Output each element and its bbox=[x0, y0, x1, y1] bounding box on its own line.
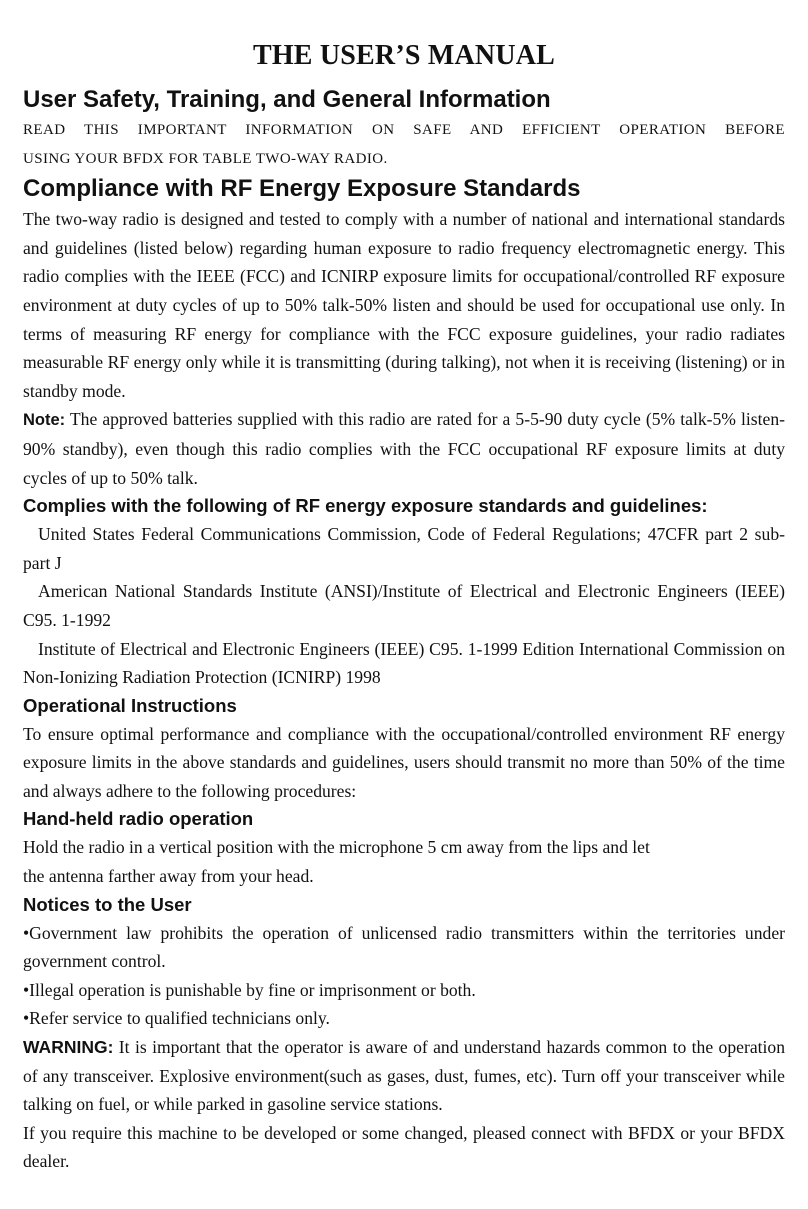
compliance-body: The two-way radio is designed and tested to comply with a number of national and international standards and guidelines (listed below) regarding human exposure to radio frequency electromagnetic energy. This radio complies with the IEEE (FCC) and ICNIRP exposure limits for occupational/controlled RF exposure environment at duty cycles of up to 50% talk-50% listen and should be used for occupational use only. In terms of measuring RF energy for compliance with the FCC exposure guidelines, your radio radiates measurable RF energy only while it is transmitting (during talking), not when it is receiving (listening) or in standby mode. bbox=[23, 209, 785, 401]
safety-heading: User Safety, Training, and General Information bbox=[23, 86, 551, 113]
safety-intro-line1: READ THIS IMPORTANT INFORMATION ON SAFE AND EFFICIENT OPERATION BEFORE bbox=[23, 122, 785, 138]
standard-item-fcc: United States Federal Communications Commission, Code of Federal Regulations; 47CFR part 2 sub-part J bbox=[23, 524, 785, 573]
notices-heading: Notices to the User bbox=[23, 893, 192, 915]
safety-intro-line2: USING YOUR BFDX FOR TABLE TWO-WAY RADIO. bbox=[23, 150, 388, 167]
operational-heading: Operational Instructions bbox=[23, 694, 237, 716]
compliance-note bbox=[23, 405, 785, 492]
page-title: THE USER’S MANUAL bbox=[252, 40, 556, 71]
safety-intro bbox=[23, 116, 785, 145]
warning-text: It is important that the operator is aware of and understand hazards common to the operation of any transceiver. Explosive environment(such as gases, dust, fumes, etc). Turn off your transceiver while talking on fuel, or while parked in gasoline service stations. bbox=[23, 1037, 785, 1115]
note-label: Note: bbox=[23, 411, 66, 430]
handheld-line1: Hold the radio in a vertical position with the microphone 5 cm away from the lips and let bbox=[23, 837, 650, 858]
warning-label: WARNING: bbox=[23, 1037, 114, 1058]
compliance-heading: Compliance with RF Energy Exposure Standards bbox=[23, 175, 581, 203]
warning-paragraph bbox=[23, 1033, 785, 1119]
standard-item-ansi: American National Standards Institute (ANSI)/Institute of Electrical and Electronic Engineers (IEEE) C95. 1-1992 bbox=[23, 581, 785, 630]
standards-heading: Complies with the following of RF energy exposure standards and guidelines: bbox=[23, 495, 708, 517]
standard-item-ieee: Institute of Electrical and Electronic Engineers (IEEE) C95. 1-1999 Edition International Commission on Non-Ionizing Radiation Protection (ICNIRP) 1998 bbox=[23, 638, 785, 688]
notice-item-service: •Refer service to qualified technicians only. bbox=[23, 1008, 330, 1029]
notice-item-illegal: •Illegal operation is punishable by fine or imprisonment or both. bbox=[23, 979, 476, 1000]
note-text: The approved batteries supplied with this radio are rated for a 5-5-90 duty cycle (5% talk-5% listen-90% standby), even though this radio complies with the FCC occupational RF exposure limits at duty cycles of up to 50% talk. bbox=[23, 409, 785, 488]
notice-item-law: •Government law prohibits the operation of unlicensed radio transmitters within the territories under government control. bbox=[23, 922, 785, 972]
handheld-heading: Hand-held radio operation bbox=[23, 808, 254, 830]
closing-paragraph: If you require this machine to be developed or some changed, pleased connect with BFDX or your BFDX dealer. bbox=[23, 1122, 785, 1172]
handheld-line2: the antenna farther away from your head. bbox=[23, 866, 314, 887]
operational-body: To ensure optimal performance and compliance with the occupational/controlled environment RF energy exposure limits in the above standards and guidelines, users should transmit no more than 50% of the time and always adhere to the following procedures: bbox=[23, 723, 785, 801]
